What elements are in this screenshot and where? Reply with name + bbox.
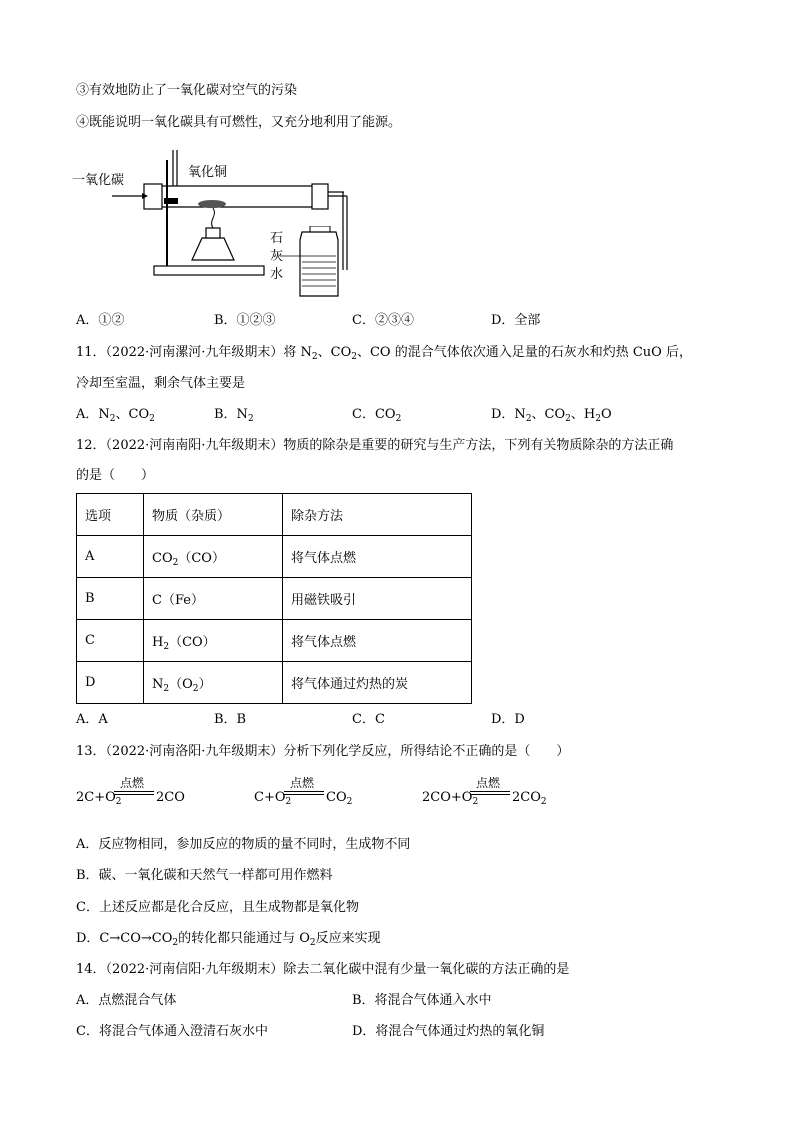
table-cell-option: A bbox=[77, 536, 144, 578]
limewater-bottle bbox=[266, 226, 342, 298]
equation-condition: 点燃 bbox=[290, 776, 315, 790]
q13-option-d: D．$C\to CO\to CO_2$的转化都只能通过与 $O_2$反应来实现 bbox=[76, 931, 381, 948]
q10-item4: ④既能说明一氧化碳具有可燃性，又充分地利用了能源。 bbox=[76, 115, 402, 130]
q10-option-b: B．①②③ bbox=[214, 313, 276, 328]
limewater-label-1: 石 bbox=[270, 231, 284, 246]
q10-option-a: A．①② bbox=[76, 313, 125, 328]
table-cell-substance: $N_2(O_2)$ bbox=[144, 662, 283, 704]
table-row bbox=[77, 536, 472, 578]
q13-equation-1: $2C+O_2$ 点燃 2CO bbox=[76, 776, 185, 807]
q14-stem: 14．（2022·河南信阳·九年级期末）除去二氧化碳中混有少量一氧化碳的方法正确的是 bbox=[76, 962, 570, 977]
table-row bbox=[77, 620, 472, 662]
q13-option-a: A．反应物相同，参加反应的物质的量不同时，生成物不同 bbox=[76, 837, 411, 852]
q13-option-b: B．碳、一氧化碳和天然气一样都可用作燃料 bbox=[76, 868, 333, 883]
limewater-label-3: 水 bbox=[270, 267, 284, 282]
figure-gas-label: 一氧化碳 bbox=[72, 173, 125, 188]
q13-option-c: C．上述反应都是化合反应，且生成物都是氧化物 bbox=[76, 900, 359, 915]
table-cell-option: C bbox=[77, 620, 144, 662]
table-header-row bbox=[77, 494, 472, 536]
table-header: 除杂方法 bbox=[283, 494, 472, 536]
table-cell-substance: C（Fe） bbox=[144, 578, 283, 620]
table-cell-method: 用磁铁吸引 bbox=[283, 578, 472, 620]
q12-option-a: A．A bbox=[76, 712, 108, 727]
table-row bbox=[77, 662, 472, 704]
q11-stem-line2: 冷却至室温，剩余气体主要是 bbox=[76, 376, 246, 391]
table-cell-option: D bbox=[77, 662, 144, 704]
table-header: 选项 bbox=[77, 494, 144, 536]
q10-option-d: D．全部 bbox=[491, 313, 541, 328]
q12-table bbox=[76, 493, 472, 704]
table-header: 物质（杂质） bbox=[144, 494, 283, 536]
q11-option-b: B．$N_2$ bbox=[214, 407, 254, 424]
q12-option-d: D．D bbox=[491, 712, 525, 727]
q13-equation-3: $2CO+O_2$ 点燃 $2CO_2$ bbox=[422, 776, 547, 807]
equation-condition: 点燃 bbox=[120, 776, 145, 790]
q14-option-c: C．将混合气体通入澄清石灰水中 bbox=[76, 1024, 268, 1039]
q12-stem-line2: 的是（ ） bbox=[76, 468, 155, 483]
table-cell-option: B bbox=[77, 578, 144, 620]
q13-stem: 13．（2022·河南洛阳·九年级期末）分析下列化学反应，所得结论不正确的是（ ） bbox=[76, 744, 570, 759]
q11-option-c: C．$CO_2$ bbox=[352, 407, 402, 424]
table-cell-substance: $H_2(CO)$ bbox=[144, 620, 283, 662]
q12-option-b: B．B bbox=[214, 712, 247, 727]
q12-stem-line1: 12．（2022·河南南阳·九年级期末）物质的除杂是重要的研究与生产方法，下列有关物质除杂的方法正确 bbox=[76, 438, 674, 453]
q14-option-a: A．点燃混合气体 bbox=[76, 993, 177, 1008]
table-row bbox=[77, 578, 472, 620]
q12-option-c: C．C bbox=[352, 712, 385, 727]
figure-cuo-label: 氧化铜 bbox=[188, 165, 228, 180]
q13-equation-2: $C+O_2$ 点燃 $CO_2$ bbox=[254, 776, 353, 807]
q14-option-d: D．将混合气体通过灼热的氧化铜 bbox=[352, 1024, 545, 1039]
table-cell-method: 将气体通过灼热的炭 bbox=[283, 662, 472, 704]
q11-stem-line1: 11．（2022·河南漯河·九年级期末）将 $N_2$、$CO_2$、CO 的混合气体依次通入足量的石灰水和灼热 CuO 后， bbox=[76, 345, 692, 362]
table-cell-method: 将气体点燃 bbox=[283, 620, 472, 662]
q11-option-a: A．$N_2$、$CO_2$ bbox=[76, 407, 155, 424]
q10-item3: ③有效地防止了一氧化碳对空气的污染 bbox=[76, 83, 298, 98]
q14-option-b: B．将混合气体通入水中 bbox=[352, 993, 492, 1008]
limewater-label-2: 灰 bbox=[270, 249, 284, 264]
q10-option-c: C．②③④ bbox=[352, 313, 414, 328]
equation-condition: 点燃 bbox=[476, 776, 501, 790]
q11-option-d: D．$N_2$、$CO_2$、$H_2O$ bbox=[491, 407, 612, 424]
table-cell-substance: $CO_2(CO)$ bbox=[144, 536, 283, 578]
table-cell-method: 将气体点燃 bbox=[283, 536, 472, 578]
